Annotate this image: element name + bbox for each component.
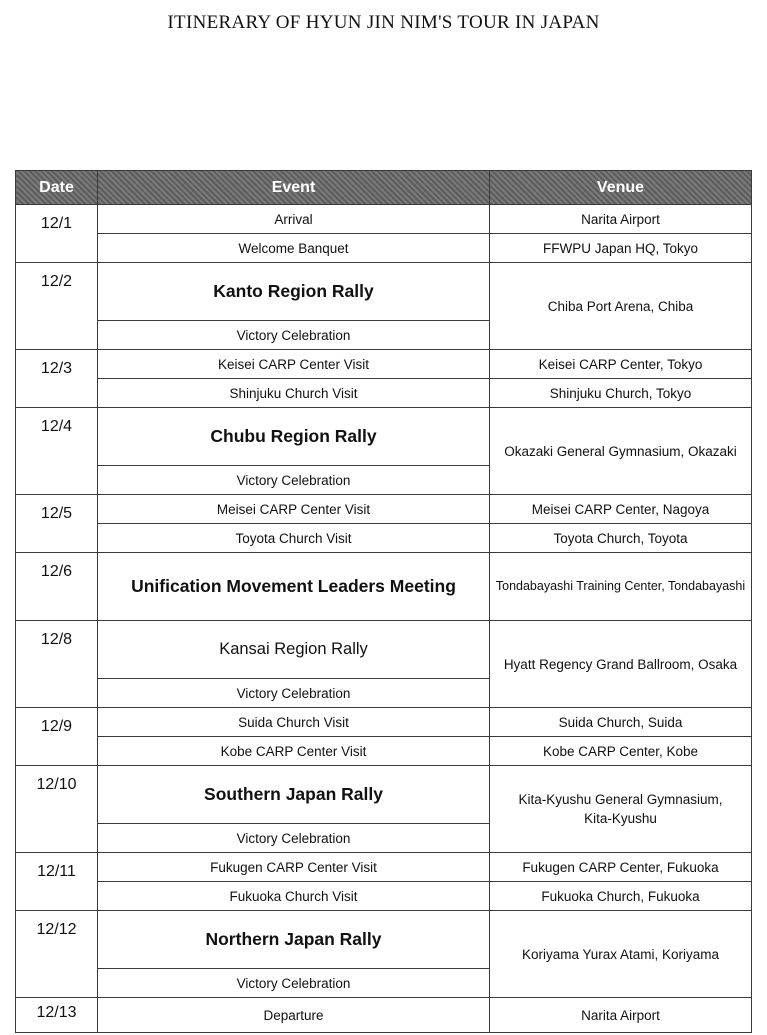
event-cell: Arrival [98, 205, 490, 234]
date-cell: 12/11 [16, 853, 98, 911]
table-row [16, 737, 752, 766]
venue-cell: Hyatt Regency Grand Ballroom, Osaka [490, 621, 752, 708]
venue-cell: Chiba Port Arena, Chiba [490, 263, 752, 350]
event-cell: Toyota Church Visit [98, 524, 490, 553]
venue-cell: Fukuoka Church, Fukuoka [490, 882, 752, 911]
event-cell: Northern Japan Rally [98, 911, 490, 969]
table-row [16, 495, 752, 524]
date-cell: 12/8 [16, 621, 98, 708]
event-cell: Victory Celebration [98, 969, 490, 998]
date-column-header: Date [16, 171, 98, 205]
event-cell: Victory Celebration [98, 679, 490, 708]
date-cell: 12/3 [16, 350, 98, 408]
event-cell: Kansai Region Rally [98, 621, 490, 679]
table-row [16, 205, 752, 234]
table-row [16, 882, 752, 911]
event-cell: Keisei CARP Center Visit [98, 350, 490, 379]
date-cell: 12/6 [16, 553, 98, 621]
event-cell: Southern Japan Rally [98, 766, 490, 824]
event-cell: Suida Church Visit [98, 708, 490, 737]
venue-cell: Keisei CARP Center, Tokyo [490, 350, 752, 379]
event-cell: Fukuoka Church Visit [98, 882, 490, 911]
date-cell: 12/9 [16, 708, 98, 766]
venue-cell: Meisei CARP Center, Nagoya [490, 495, 752, 524]
date-cell: 12/12 [16, 911, 98, 998]
itinerary-table [15, 170, 752, 1033]
event-cell: Victory Celebration [98, 466, 490, 495]
event-cell: Shinjuku Church Visit [98, 379, 490, 408]
date-cell: 12/5 [16, 495, 98, 553]
venue-cell: Fukugen CARP Center, Fukuoka [490, 853, 752, 882]
table-row [16, 553, 752, 621]
venue-line: Kita-Kyushu [584, 811, 657, 826]
date-cell: 12/4 [16, 408, 98, 495]
event-cell: Welcome Banquet [98, 234, 490, 263]
table-row [16, 621, 752, 679]
venue-cell: Suida Church, Suida [490, 708, 752, 737]
date-cell: 12/10 [16, 766, 98, 853]
date-cell: 12/2 [16, 263, 98, 350]
table-row [16, 234, 752, 263]
date-cell: 12/13 [16, 998, 98, 1033]
table-row [16, 998, 752, 1033]
venue-cell: Narita Airport [490, 205, 752, 234]
venue-cell: Okazaki General Gymnasium, Okazaki [490, 408, 752, 495]
venue-cell: Kobe CARP Center, Kobe [490, 737, 752, 766]
table-row [16, 766, 752, 824]
event-cell: Victory Celebration [98, 321, 490, 350]
table-row [16, 263, 752, 321]
venue-cell: Narita Airport [490, 998, 752, 1033]
table-row [16, 524, 752, 553]
event-column-header: Event [98, 171, 490, 205]
page-title: ITINERARY OF HYUN JIN NIM'S TOUR IN JAPAN [167, 12, 600, 33]
event-cell: Chubu Region Rally [98, 408, 490, 466]
event-cell: Meisei CARP Center Visit [98, 495, 490, 524]
table-row [16, 379, 752, 408]
event-cell: Victory Celebration [98, 824, 490, 853]
venue-cell [490, 766, 752, 853]
table-row [16, 408, 752, 466]
venue-line: Kita-Kyushu General Gymnasium, [518, 792, 723, 807]
venue-cell: Tondabayashi Training Center, Tondabayashi [490, 553, 752, 621]
venue-cell: Toyota Church, Toyota [490, 524, 752, 553]
table-row [16, 708, 752, 737]
table-row [16, 911, 752, 969]
event-cell: Departure [98, 998, 490, 1033]
venue-column-header: Venue [490, 171, 752, 205]
venue-cell: FFWPU Japan HQ, Tokyo [490, 234, 752, 263]
table-header-row [16, 171, 752, 205]
date-cell: 12/1 [16, 205, 98, 263]
event-cell: Fukugen CARP Center Visit [98, 853, 490, 882]
table-row [16, 853, 752, 882]
event-cell: Unification Movement Leaders Meeting [98, 553, 490, 621]
venue-cell: Koriyama Yurax Atami, Koriyama [490, 911, 752, 998]
venue-cell: Shinjuku Church, Tokyo [490, 379, 752, 408]
event-cell: Kobe CARP Center Visit [98, 737, 490, 766]
table-row [16, 350, 752, 379]
event-cell: Kanto Region Rally [98, 263, 490, 321]
